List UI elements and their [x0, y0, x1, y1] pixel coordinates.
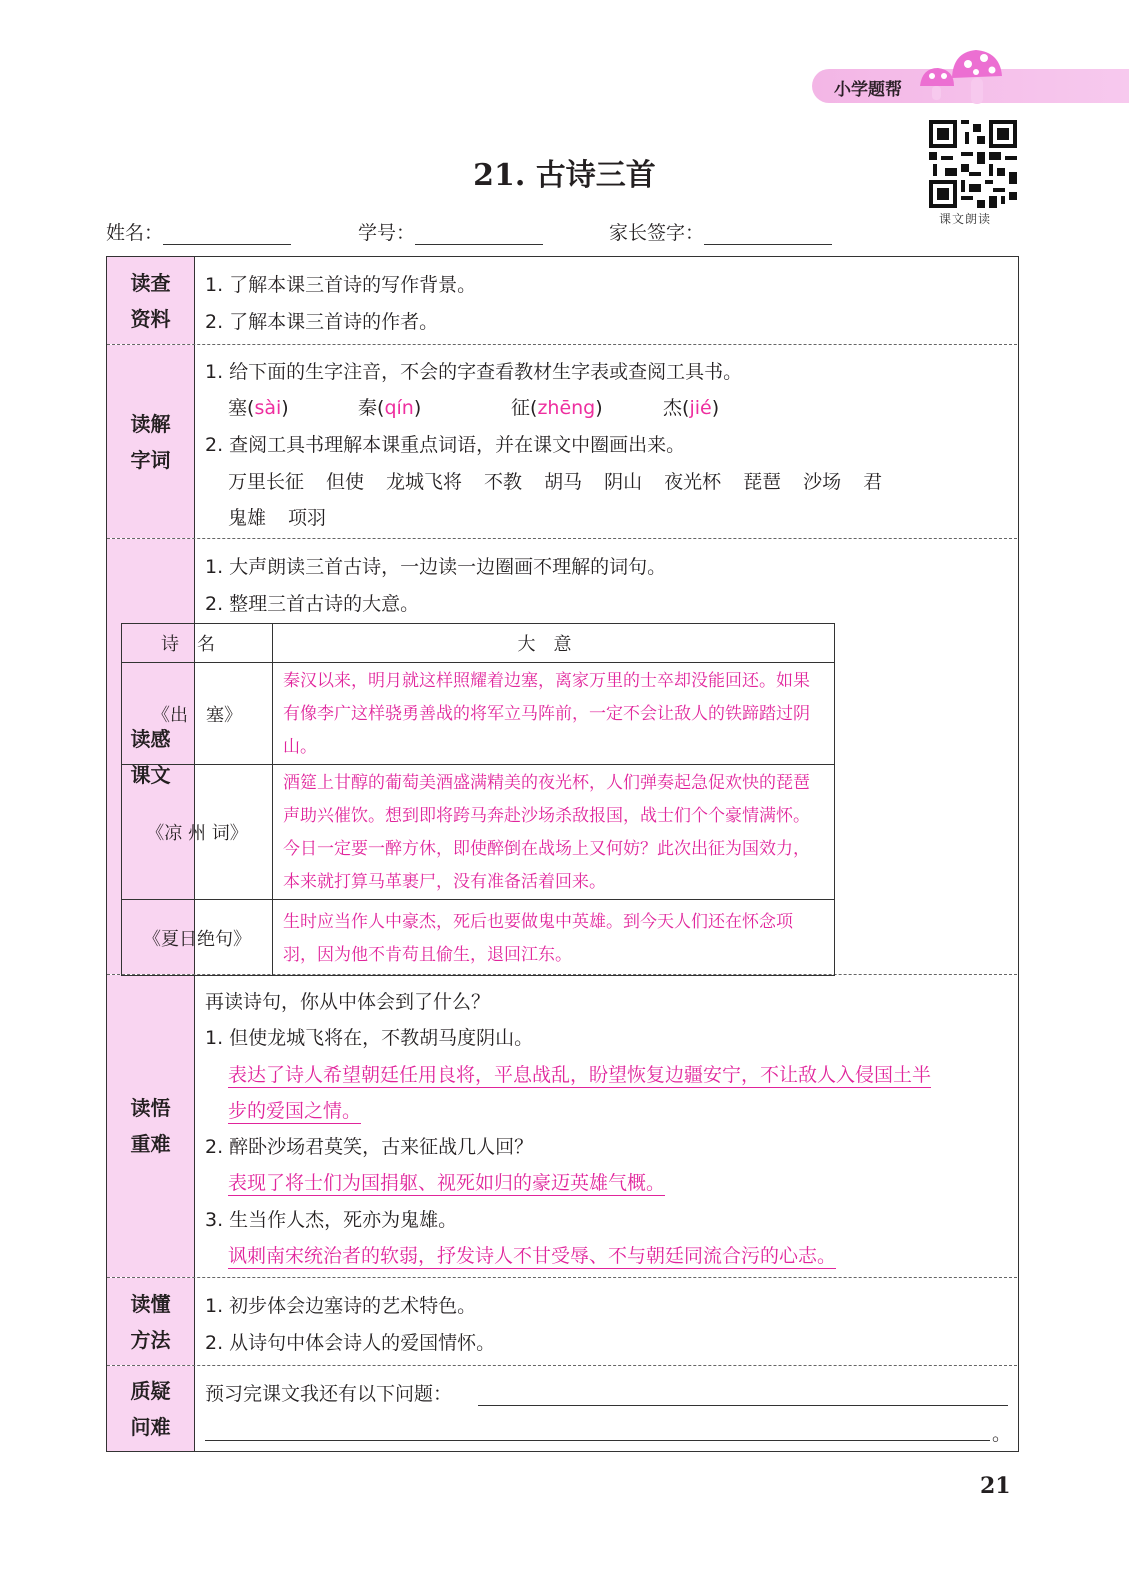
section-label: 读懂 方法 — [107, 1278, 195, 1365]
text-line: 1. 初步体会边塞诗的艺术特色。 — [205, 1295, 477, 1317]
word: 夜光杯 — [664, 471, 722, 493]
question: 2. 醉卧沙场君莫笑，古来征战几人回？ — [205, 1136, 534, 1158]
column-header-poem: 诗名 — [122, 624, 273, 663]
word: 万里长征 — [228, 471, 305, 493]
section-research — [107, 257, 1017, 345]
word: 阴山 — [604, 471, 643, 493]
section-label: 读感 课文 — [107, 539, 195, 974]
word: 琵琶 — [743, 471, 782, 493]
student-info-row — [106, 218, 866, 248]
student-id-label: 学号： — [358, 222, 416, 244]
section-label: 质疑 问难 — [107, 1366, 195, 1451]
section-label: 读查 资料 — [107, 257, 195, 344]
answer-line: 表现了将士们为国捐躯、视死如归的豪迈英雄气概。 — [228, 1172, 666, 1194]
mushroom-icon — [918, 42, 1008, 112]
section-label: 读解 字词 — [107, 345, 195, 538]
question: 3. 生当作人杰，死亦为鬼雄。 — [205, 1209, 458, 1231]
pinyin-item: 秦(qín) — [358, 397, 422, 419]
brand-badge-label: 小学题帮 — [834, 80, 902, 100]
answer-line: 表达了诗人希望朝廷任用良将，平息战乱，盼望恢复边疆安宁，不让敌人入侵国土半 — [228, 1064, 932, 1086]
page-number: 21 — [980, 1473, 1011, 1499]
text-line: 1. 了解本课三首诗的写作背景。 — [205, 274, 477, 296]
pinyin-item: 塞(sài) — [228, 397, 289, 419]
word: 不教 — [484, 471, 523, 493]
section-methods — [107, 1278, 1017, 1366]
word: 鬼雄 — [228, 507, 267, 529]
table-row — [122, 663, 835, 765]
poem-name: 《凉 州 词》 — [122, 765, 273, 900]
name-label: 姓名： — [106, 222, 164, 244]
poem-name: 《夏日绝句》 — [122, 900, 273, 976]
text-line: 再读诗句，你从中体会到了什么？ — [205, 991, 491, 1013]
column-header-meaning: 大意 — [273, 624, 835, 663]
qr-caption: 课文朗读 — [939, 212, 992, 226]
word: 项羽 — [288, 507, 327, 529]
pinyin-item: 杰(jié) — [663, 397, 720, 419]
word: 胡马 — [544, 471, 583, 493]
answer-blank[interactable] — [205, 1439, 990, 1441]
table-row — [122, 900, 835, 976]
section-key-points — [107, 975, 1017, 1278]
answer-line: 讽刺南宋统治者的软弱，抒发诗人不甘受辱、不与朝廷同流合污的心志。 — [228, 1245, 837, 1267]
student-id-field[interactable] — [358, 218, 543, 245]
section-questions — [107, 1366, 1017, 1451]
table-row — [122, 765, 835, 900]
poem-meaning: 酒筵上甘醇的葡萄美酒盛满精美的夜光杯，人们弹奏起急促欢快的琵琶声助兴催饮。想到即将跨马奔赴沙场杀敌报国，战士们个个豪情满怀。今日一定要一醉方休，即使醉倒在战场上又何妨？此次出征为国效力，本来就打算马革裹尸，没有准备活着回来。 — [273, 765, 835, 900]
pinyin-item: 征(zhēng) — [511, 397, 603, 419]
answer-blank[interactable] — [478, 1404, 1008, 1406]
text-line: 1. 给下面的生字注音，不会的字查看教材生字表或查阅工具书。 — [205, 361, 743, 383]
period-mark: 。 — [992, 1423, 1012, 1445]
word-list — [228, 467, 904, 494]
page-title: 21. 古诗三首 — [473, 158, 656, 193]
text-line: 2. 从诗句中体会诗人的爱国情怀。 — [205, 1332, 496, 1354]
poem-meaning: 秦汉以来，明月就这样照耀着边塞，离家万里的士卒却没能回还。如果有像李广这样骁勇善战的将军立马阵前，一定不会让敌人的铁蹄踏过阴山。 — [273, 663, 835, 765]
section-vocabulary — [107, 345, 1017, 539]
text-line: 2. 整理三首古诗的大意。 — [205, 593, 420, 615]
section-label: 读悟 重难 — [107, 975, 195, 1277]
text-line: 2. 查阅工具书理解本课重点词语，并在课文中圈画出来。 — [205, 434, 686, 456]
parent-signature-field[interactable] — [609, 218, 832, 245]
word: 君 — [863, 471, 883, 493]
parent-signature-label: 家长签字： — [609, 222, 705, 244]
question: 1. 但使龙城飞将在，不教胡马度阴山。 — [205, 1027, 534, 1049]
text-line: 1. 大声朗读三首古诗，一边读一边圈画不理解的词句。 — [205, 556, 667, 578]
poem-meaning-table — [121, 623, 835, 976]
poem-name: 《出 塞》 — [122, 663, 273, 765]
answer-line: 步的爱国之情。 — [228, 1100, 362, 1122]
word: 龙城飞将 — [386, 471, 463, 493]
text-line: 预习完课文我还有以下问题： — [205, 1383, 453, 1405]
table-header-row — [122, 624, 835, 663]
word: 但使 — [326, 471, 365, 493]
poem-meaning: 生时应当作人中豪杰，死后也要做鬼中英雄。到今天人们还在怀念项羽，因为他不肯苟且偷生，退回江东。 — [273, 900, 835, 976]
name-field[interactable] — [106, 218, 291, 245]
word: 沙场 — [803, 471, 842, 493]
text-line: 2. 了解本课三首诗的作者。 — [205, 311, 439, 333]
word-list — [228, 503, 348, 530]
